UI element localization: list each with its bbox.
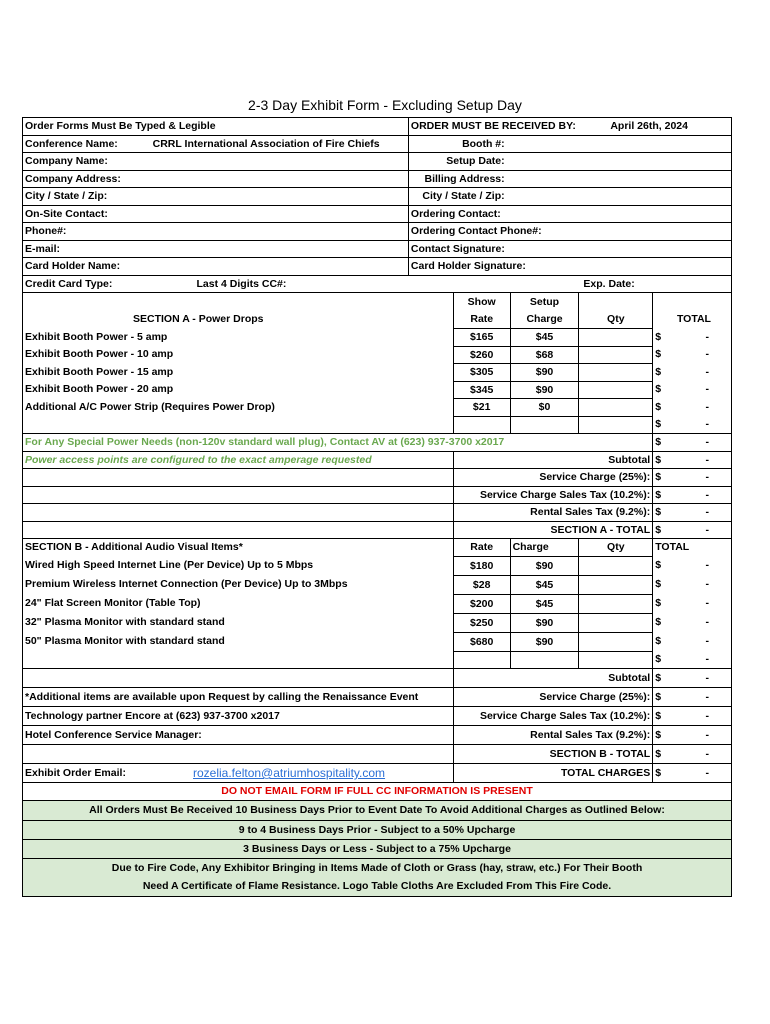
section-b-empty-row	[23, 651, 731, 669]
qty-input[interactable]	[579, 632, 653, 651]
section-b-header	[23, 538, 731, 556]
item-name: Exhibit Booth Power - 10 amp	[23, 346, 454, 364]
summary-row	[23, 503, 731, 521]
section-b-item-row	[23, 632, 731, 651]
form-title: 2-3 Day Exhibit Form - Excluding Setup Day	[248, 97, 522, 113]
exp-date-label[interactable]: Exp. Date:	[583, 277, 635, 290]
info-row	[23, 241, 731, 259]
qty-input[interactable]	[579, 328, 653, 346]
hotel-manager-label: Hotel Conference Service Manager:	[23, 726, 454, 744]
billing-address-field[interactable]	[507, 171, 731, 188]
section-b-item-row	[23, 575, 731, 594]
onsite-contact-label[interactable]: On-Site Contact:	[23, 206, 409, 223]
info-row	[23, 188, 731, 206]
summary-label: Service Charge Sales Tax (10.2%):	[454, 707, 653, 725]
qty-input[interactable]	[579, 556, 653, 575]
section-b-item-row	[23, 556, 731, 575]
section-a-header-row2	[23, 311, 731, 329]
total-header: TOTAL	[655, 541, 690, 554]
money-cell: $ -	[655, 453, 709, 466]
money-cell: $ -	[655, 348, 709, 361]
info-row	[23, 153, 731, 171]
billing-city-field[interactable]	[507, 188, 731, 205]
money-cell: $ -	[655, 653, 709, 666]
item-charge: $90	[511, 363, 580, 381]
subtotal-row	[23, 451, 731, 469]
ordering-contact-label[interactable]: Ordering Contact:	[410, 207, 501, 220]
item-charge: $45	[511, 575, 580, 594]
money-cell: $ -	[655, 418, 709, 431]
info-row	[23, 223, 731, 241]
special-note-row	[23, 433, 731, 451]
exhibit-email-link[interactable]: rozelia.felton@atriumhospitality.com	[193, 766, 386, 780]
summary-row	[23, 725, 731, 744]
total-header: TOTAL	[676, 313, 711, 326]
contact-signature-label[interactable]: Contact Signature:	[410, 242, 505, 255]
item-name: Exhibit Booth Power - 20 amp	[23, 381, 454, 399]
item-rate: $165	[454, 328, 511, 346]
info-row	[23, 258, 731, 276]
section-a-item-row	[23, 363, 731, 381]
setup-date-field[interactable]	[507, 153, 731, 170]
order-form	[22, 117, 732, 897]
money-cell: $ -	[655, 488, 709, 501]
ordering-phone-label[interactable]: Ordering Contact Phone#:	[410, 225, 542, 238]
billing-city-state-zip-label: City / State / Zip:	[422, 190, 505, 203]
banner-line-4: Due to Fire Code, Any Exhibitor Bringing in Items Made of Cloth or Grass (hay, straw, etc.) For Their Booth	[23, 858, 731, 877]
money-cell: $ -	[655, 330, 709, 343]
section-a-item-row	[23, 398, 731, 416]
charge-header: Charge	[511, 311, 580, 329]
section-b-item-row	[23, 613, 731, 632]
section-a-header-row1	[23, 293, 731, 311]
summary-label: Service Charge (25%):	[454, 469, 653, 486]
section-a-item-row	[23, 381, 731, 399]
company-address-label[interactable]: Company Address:	[23, 171, 409, 188]
item-charge: $90	[511, 381, 580, 399]
money-cell: $ -	[655, 559, 709, 571]
credit-card-type-label[interactable]: Credit Card Type:	[25, 277, 113, 290]
summary-row	[23, 706, 731, 725]
summary-label: Rental Sales Tax (9.2%):	[454, 504, 653, 521]
money-cell: $ -	[655, 748, 709, 760]
item-name: Exhibit Booth Power - 15 amp	[23, 363, 454, 381]
item-charge: $90	[511, 632, 580, 651]
item-rate: $21	[454, 398, 511, 416]
qty-input[interactable]	[579, 594, 653, 613]
item-rate: $345	[454, 381, 511, 399]
item-rate: $180	[454, 556, 511, 575]
qty-input[interactable]	[579, 613, 653, 632]
summary-row	[23, 687, 731, 706]
summary-label: TOTAL CHARGES	[454, 764, 653, 782]
item-name: 32" Plasma Monitor with standard stand	[23, 613, 454, 632]
info-row	[23, 118, 731, 136]
summary-row	[23, 744, 731, 763]
qty-input[interactable]	[579, 416, 653, 434]
summary-label: Rental Sales Tax (9.2%):	[454, 726, 653, 744]
banner-line-2: 9 to 4 Business Days Prior - Subject to a 50% Upcharge	[23, 820, 731, 839]
summary-label: Service Charge Sales Tax (10.2%):	[454, 487, 653, 504]
company-name-label[interactable]: Company Name:	[23, 153, 409, 170]
qty-input[interactable]	[579, 651, 653, 669]
money-cell: $ -	[655, 506, 709, 519]
section-a-item-row	[23, 346, 731, 364]
subtotal-label: Subtotal	[454, 452, 653, 469]
order-forms-note: Order Forms Must Be Typed & Legible	[23, 118, 409, 135]
section-b-title: SECTION B - Additional Audio Visual Items*	[23, 539, 454, 556]
section-b-item-row	[23, 594, 731, 613]
card-holder-signature-label[interactable]: Card Holder Signature:	[410, 260, 526, 273]
setup-date-label: Setup Date:	[446, 155, 505, 168]
section-a-empty-row	[23, 416, 731, 434]
info-row	[23, 136, 731, 154]
money-cell: $ -	[655, 635, 709, 647]
money-cell: $ -	[655, 597, 709, 609]
money-cell: $ -	[655, 578, 709, 590]
item-name: Premium Wireless Internet Connection (Per Device) Up to 3Mbps	[23, 575, 454, 594]
summary-row	[23, 486, 731, 504]
deadline-banner	[23, 800, 731, 896]
booth-field[interactable]	[507, 136, 731, 153]
item-rate: $260	[454, 346, 511, 364]
money-cell: $ -	[655, 616, 709, 628]
money-cell: $ -	[655, 436, 709, 449]
item-charge: $0	[511, 398, 580, 416]
city-state-zip-label[interactable]: City / State / Zip:	[23, 188, 409, 205]
summary-label: Service Charge (25%):	[454, 688, 653, 706]
summary-label: SECTION B - TOTAL	[454, 745, 653, 763]
info-row	[23, 171, 731, 189]
item-name: Exhibit Booth Power - 5 amp	[23, 328, 454, 346]
money-cell: $ -	[655, 691, 709, 703]
money-cell: $ -	[655, 672, 709, 684]
rate-header: Rate	[454, 539, 511, 556]
summary-row	[23, 468, 731, 486]
money-cell: $ -	[655, 767, 709, 779]
card-holder-name-label[interactable]: Card Holder Name:	[23, 258, 409, 275]
summary-row	[23, 668, 731, 687]
setup-header: Setup	[511, 293, 580, 311]
booth-label: Booth #:	[462, 137, 505, 150]
item-charge: $68	[511, 346, 580, 364]
power-access-note: Power access points are configured to the exact amperage requested	[23, 452, 454, 469]
email-label[interactable]: E-mail:	[23, 241, 409, 258]
banner-line-1: All Orders Must Be Received 10 Business Days Prior to Event Date To Avoid Additional Charges as Outlined Below:	[89, 803, 665, 816]
last4-label[interactable]: Last 4 Digits CC#:	[196, 277, 287, 290]
item-name: Wired High Speed Internet Line (Per Device) Up to 5 Mbps	[23, 556, 454, 575]
phone-label[interactable]: Phone#:	[23, 223, 409, 240]
item-charge: $45	[511, 328, 580, 346]
qty-input[interactable]	[579, 346, 653, 364]
money-cell: $ -	[655, 710, 709, 722]
qty-input[interactable]	[579, 363, 653, 381]
item-rate: $250	[454, 613, 511, 632]
qty-input[interactable]	[579, 575, 653, 594]
conference-name-label: Conference Name:	[25, 137, 118, 150]
billing-address-label: Billing Address:	[424, 172, 505, 185]
section-a-item-row	[23, 328, 731, 346]
money-cell: $ -	[655, 729, 709, 741]
item-name: 24" Flat Screen Monitor (Table Top)	[23, 594, 454, 613]
banner-line-3: 3 Business Days or Less - Subject to a 75% Upcharge	[23, 839, 731, 858]
additional-items-note: *Additional items are available upon Request by calling the Renaissance Event	[23, 688, 454, 706]
qty-header: Qty	[579, 539, 653, 556]
item-rate: $305	[454, 363, 511, 381]
banner-line-5: Need A Certificate of Flame Resistance. Logo Table Cloths Are Excluded From This Fire Code.	[142, 879, 612, 892]
item-charge: $90	[511, 556, 580, 575]
encore-partner-note: Technology partner Encore at (623) 937-3700 x2017	[23, 707, 454, 725]
summary-label: Subtotal	[454, 669, 653, 687]
charge-header: Charge	[511, 539, 580, 556]
item-charge: $90	[511, 613, 580, 632]
section-a-title: SECTION A - Power Drops	[23, 311, 454, 329]
special-power-note: For Any Special Power Needs (non-120v standard wall plug), Contact AV at (623) 937-3700 x2017	[23, 434, 653, 451]
qty-input[interactable]	[579, 381, 653, 399]
money-cell: $ -	[655, 383, 709, 396]
conference-name-value[interactable]: CRRL International Association of Fire Chiefs	[151, 136, 409, 153]
summary-label: SECTION A - TOTAL	[454, 522, 653, 539]
info-row	[23, 206, 731, 224]
summary-row	[23, 763, 731, 782]
item-charge: $45	[511, 594, 580, 613]
item-rate: $200	[454, 594, 511, 613]
money-cell: $ -	[655, 471, 709, 484]
item-rate: $680	[454, 632, 511, 651]
qty-header: Qty	[579, 311, 653, 329]
email-warning: DO NOT EMAIL FORM IF FULL CC INFORMATION IS PRESENT	[221, 785, 533, 798]
item-rate: $28	[454, 575, 511, 594]
money-cell: $ -	[655, 523, 709, 536]
item-name: Additional A/C Power Strip (Requires Power Drop)	[23, 398, 454, 416]
warning-row	[23, 782, 731, 800]
item-name: 50" Plasma Monitor with standard stand	[23, 632, 454, 651]
show-header: Show	[454, 293, 511, 311]
money-cell: $ -	[655, 400, 709, 413]
rate-header: Rate	[454, 311, 511, 329]
summary-row	[23, 521, 731, 539]
order-deadline-date: April 26th, 2024	[610, 120, 688, 133]
info-row	[23, 276, 731, 294]
qty-input[interactable]	[579, 398, 653, 416]
money-cell: $ -	[655, 365, 709, 378]
order-deadline-label: ORDER MUST BE RECEIVED BY:	[410, 120, 576, 133]
exhibit-email-label: Exhibit Order Email:	[25, 767, 126, 779]
